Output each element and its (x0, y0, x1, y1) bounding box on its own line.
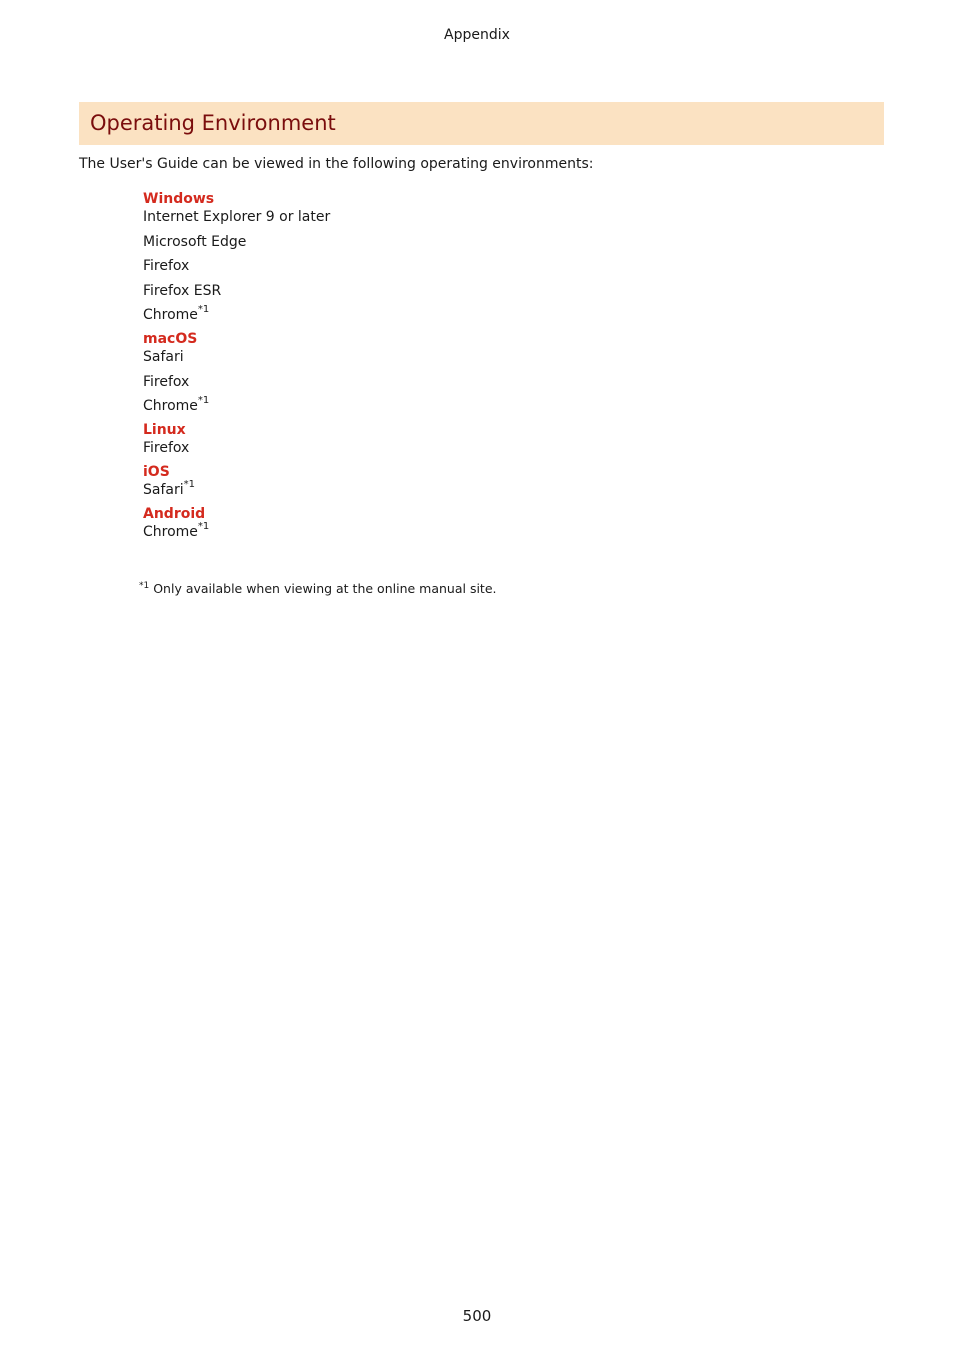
title-bar (79, 102, 884, 145)
os-heading: Windows (143, 191, 215, 207)
browser-name: Safari (143, 349, 184, 365)
footnote-mark: *1 (139, 580, 150, 591)
os-group-linux (143, 421, 843, 457)
browser-item (143, 348, 843, 366)
browser-item (143, 439, 843, 457)
os-group-macos (143, 330, 843, 415)
intro-paragraph: The User's Guide can be viewed in the following operating environments: (79, 156, 594, 172)
browser-item (143, 208, 843, 226)
browser-name: Safari (143, 482, 184, 498)
browser-name: Firefox ESR (143, 282, 222, 299)
os-group-android (143, 505, 843, 541)
footnote-ref: *1 (197, 395, 210, 407)
browser-item (143, 306, 843, 324)
browser-item (143, 481, 843, 499)
os-heading: iOS (143, 464, 170, 480)
browser-name: Chrome (143, 524, 198, 540)
os-heading: macOS (143, 331, 198, 347)
browser-name: Firefox (143, 440, 190, 456)
browser-item (143, 282, 843, 300)
browser-name: Internet Explorer 9 or later (143, 209, 331, 225)
footnote-ref: *1 (197, 304, 210, 316)
browser-name: Chrome (143, 398, 198, 414)
os-heading: Android (143, 506, 206, 522)
environment-list (143, 190, 843, 547)
footnote-ref: *1 (183, 479, 195, 491)
browser-item (143, 397, 843, 415)
browser-item (143, 523, 843, 541)
os-heading: Linux (143, 422, 186, 438)
footnote-text: Only available when viewing at the online manual site. (149, 581, 497, 596)
browser-name: Firefox (143, 258, 190, 274)
page-title: Operating Environment (90, 111, 336, 135)
browser-item (143, 373, 843, 391)
browser-name: Microsoft Edge (143, 233, 247, 250)
browser-item (143, 257, 843, 275)
os-group-ios (143, 463, 843, 499)
running-header: Appendix (444, 27, 510, 43)
footnote-ref: *1 (197, 521, 210, 533)
browser-name: Chrome (143, 307, 198, 323)
page-number: 500 (462, 1307, 492, 1325)
browser-name: Firefox (143, 373, 190, 390)
footnote (139, 580, 497, 598)
os-group-windows (143, 190, 843, 324)
browser-item (143, 233, 843, 251)
